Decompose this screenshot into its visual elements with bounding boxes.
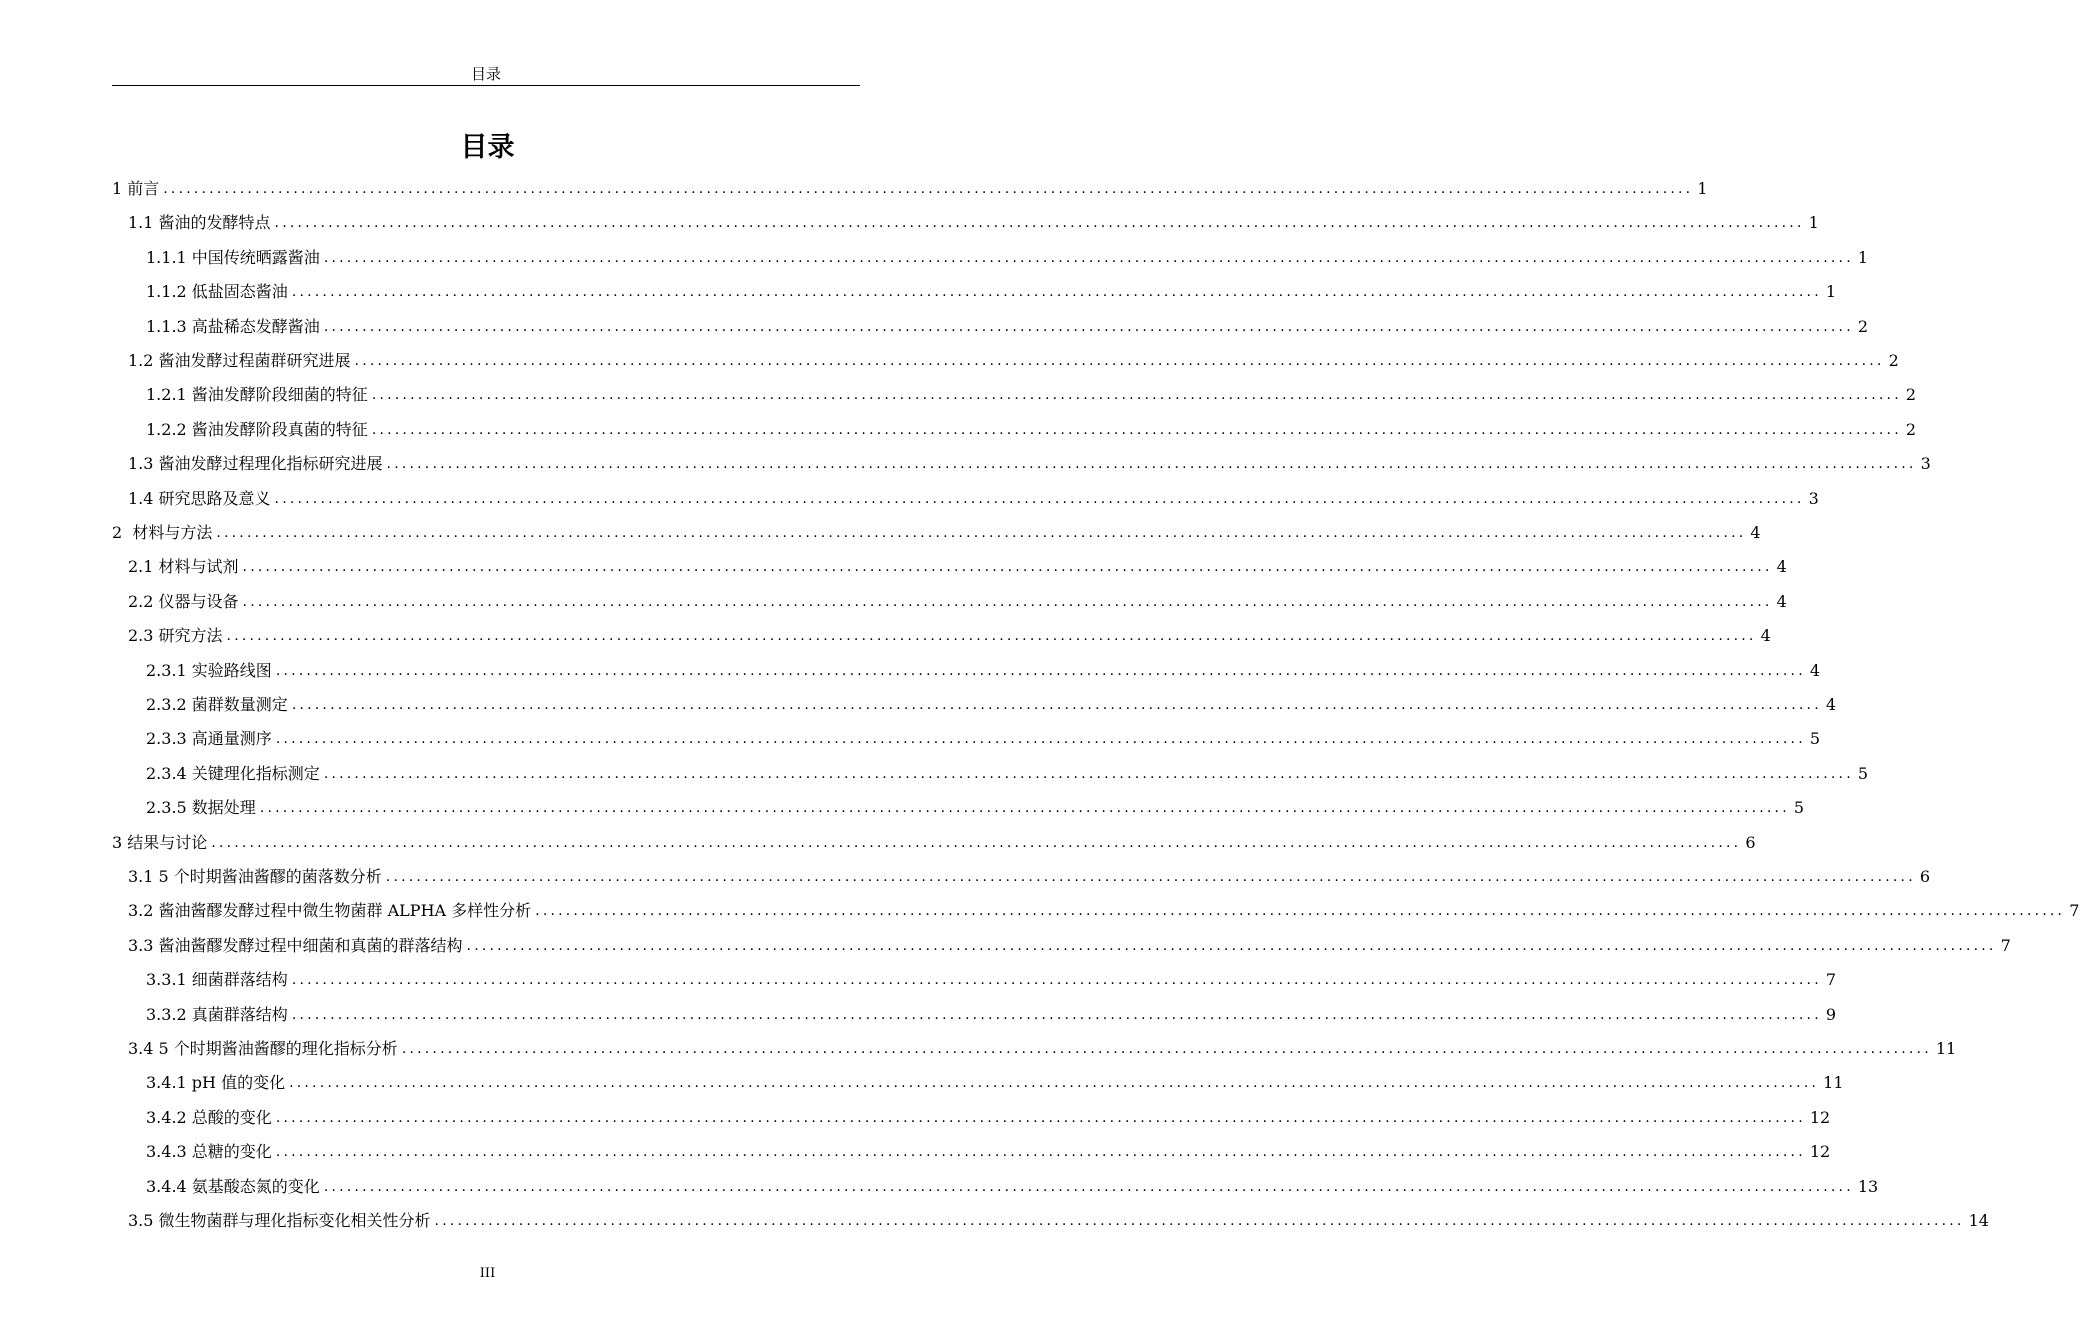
- toc-entry-page: 7: [2000, 935, 2011, 955]
- toc-dot-leader: ........................................................................................................................................................................................................: [211, 834, 1742, 851]
- toc-entry-page: 3: [1920, 454, 1931, 474]
- toc-dot-leader: ........................................................................................................................................................................................................: [401, 1041, 1932, 1057]
- toc-entry-label: 2.3.2 菌群数量测定: [146, 695, 292, 715]
- toc-entry-page: 1: [1857, 247, 1869, 267]
- toc-entry[interactable]: [128, 485, 1819, 509]
- toc-entry[interactable]: [146, 1173, 1879, 1197]
- page-title: 目录: [460, 132, 515, 163]
- running-header: 目录: [470, 65, 501, 83]
- toc-dot-leader: ........................................................................................................................................................................................................: [242, 559, 1773, 576]
- toc-entry[interactable]: [146, 1001, 1837, 1025]
- toc-entry-label: 3.3 酱油酱醪发酵过程中细菌和真菌的群落结构: [128, 936, 467, 956]
- toc-entry[interactable]: [128, 897, 2079, 921]
- toc-entry[interactable]: [128, 622, 1771, 646]
- toc-entry[interactable]: [146, 1138, 1831, 1162]
- toc-entry-page: 7: [1825, 970, 1837, 990]
- toc-entry-label: 1.4 研究思路及意义: [128, 489, 275, 509]
- toc-entry-label: 2.3 研究方法: [128, 626, 227, 646]
- toc-entry[interactable]: [128, 347, 1899, 371]
- toc-entry-page: 6: [1919, 867, 1931, 886]
- toc-dot-leader: ........................................................................................................................................................................................................: [274, 490, 1805, 507]
- toc-entry-page: 1: [1825, 282, 1837, 302]
- toc-entry-label: 1.2.1 酱油发酵阶段细菌的特征: [146, 385, 372, 405]
- toc-entry-page: 13: [1857, 1176, 1879, 1196]
- toc-entry-page: 6: [1745, 832, 1756, 852]
- toc-entry[interactable]: [128, 450, 1931, 474]
- toc-entry-label: 1.1.3 高盐稀态发酵酱油: [146, 317, 324, 337]
- toc-entry-page: 4: [1776, 591, 1787, 611]
- toc-dot-leader: ........................................................................................................................................................................................................: [371, 387, 1902, 404]
- toc-entry-label: 2.3.4 关键理化指标测定: [146, 764, 324, 784]
- toc-dot-leader: ........................................................................................................................................................................................................: [466, 937, 1997, 954]
- toc-entry[interactable]: [146, 691, 1837, 715]
- toc-entry-page: 4: [1776, 557, 1787, 577]
- toc-entry[interactable]: [146, 381, 1917, 405]
- toc-entry-label: 1.2.2 酱油发酵阶段真菌的特征: [146, 420, 372, 440]
- toc-dot-leader: ........................................................................................................................................................................................................: [291, 972, 1822, 989]
- toc-entry-page: 2: [1905, 385, 1917, 405]
- toc-entry-label: 3.4.4 氨基酸态氮的变化: [146, 1177, 324, 1197]
- toc-entry[interactable]: [112, 175, 1708, 199]
- toc-dot-leader: ........................................................................................................................................................................................................: [274, 215, 1805, 232]
- toc-dot-leader: ........................................................................................................................................................................................................: [434, 1213, 1965, 1229]
- toc-dot-leader: ........................................................................................................................................................................................................: [216, 525, 1747, 541]
- toc-entry-label: 3.4.3 总糖的变化: [146, 1142, 276, 1162]
- toc-entry[interactable]: [146, 416, 1917, 440]
- toc-entry[interactable]: [128, 588, 1787, 612]
- toc-entry[interactable]: [146, 657, 1821, 681]
- toc-entry-label: 1.1 酱油的发酵特点: [128, 213, 275, 233]
- toc-entry-label: 3.3.2 真菌群落结构: [146, 1005, 292, 1025]
- toc-entry-label: 1.3 酱油发酵过程理化指标研究进展: [128, 454, 387, 474]
- toc-entry-page: 3: [1808, 488, 1819, 508]
- toc-entry-label: 2.1 材料与试剂: [128, 557, 243, 577]
- toc-dot-leader: ........................................................................................................................................................................................................: [242, 593, 1773, 610]
- toc-entry-label: 1.1.1 中国传统晒露酱油: [146, 248, 324, 268]
- toc-entry[interactable]: [146, 966, 1837, 990]
- toc-entry-label: 3.4.1 pH 值的变化: [146, 1073, 289, 1093]
- toc-entry[interactable]: [112, 519, 1761, 543]
- toc-dot-leader: ........................................................................................................................................................................................................: [291, 697, 1822, 713]
- toc-entry-label: 2.3.5 数据处理: [146, 798, 260, 818]
- toc-entry-label: 3.4.2 总酸的变化: [146, 1108, 276, 1128]
- toc-entry-page: 7: [2069, 901, 2079, 921]
- toc-entry-page: 5: [1793, 798, 1805, 818]
- toc-entry-label: 3.5 微生物菌群与理化指标变化相关性分析: [128, 1211, 435, 1231]
- toc-dot-leader: ........................................................................................................................................................................................................: [323, 765, 1854, 782]
- toc-entry-page: 11: [1935, 1039, 1957, 1058]
- toc-entry-label: 1.1.2 低盐固态酱油: [146, 282, 292, 302]
- toc-entry-page: 2: [1857, 316, 1869, 336]
- toc-entry-label: 3.3.1 细菌群落结构: [146, 970, 292, 990]
- toc-entry-page: 5: [1809, 729, 1821, 749]
- toc-entry[interactable]: [146, 794, 1805, 818]
- toc-entry[interactable]: [146, 244, 1869, 268]
- footer-page-number: III: [479, 1266, 496, 1281]
- toc-dot-leader: ........................................................................................................................................................................................................: [163, 181, 1694, 197]
- toc-entry-page: 4: [1825, 695, 1837, 714]
- toc-entry-page: 11: [1823, 1073, 1844, 1093]
- toc-dot-leader: ........................................................................................................................................................................................................: [275, 662, 1806, 679]
- toc-dot-leader: ........................................................................................................................................................................................................: [291, 1006, 1822, 1023]
- toc-entry-label: 2 材料与方法: [112, 523, 216, 543]
- toc-dot-leader: ........................................................................................................................................................................................................: [323, 1178, 1854, 1195]
- toc-entry-label: 3.4 5 个时期酱油酱醪的理化指标分析: [128, 1039, 402, 1059]
- toc-entry-label: 2.2 仪器与设备: [128, 592, 243, 612]
- toc-entry[interactable]: [128, 863, 1931, 887]
- toc-entry-page: 14: [1968, 1211, 1989, 1230]
- toc-entry[interactable]: [128, 1035, 1957, 1059]
- toc-entry[interactable]: [128, 553, 1787, 577]
- toc-entry-page: 4: [1809, 660, 1821, 680]
- toc-entry-page: 1: [1808, 213, 1819, 233]
- toc-dot-leader: ........................................................................................................................................................................................................: [535, 903, 2066, 920]
- toc-dot-leader: ........................................................................................................................................................................................................: [259, 800, 1790, 817]
- toc-dot-leader: ........................................................................................................................................................................................................: [354, 353, 1885, 369]
- toc-entry-label: 1.2 酱油发酵过程菌群研究进展: [128, 351, 355, 371]
- toc-entry-page: 4: [1750, 523, 1761, 542]
- toc-entry-page: 4: [1760, 626, 1771, 646]
- toc-dot-leader: ........................................................................................................................................................................................................: [291, 284, 1822, 301]
- toc-dot-leader: ........................................................................................................................................................................................................: [289, 1075, 1820, 1092]
- toc-entry-page: 1: [1697, 179, 1708, 198]
- toc-entry[interactable]: [146, 278, 1837, 302]
- toc-entry-label: 1 前言: [112, 179, 163, 199]
- toc-dot-leader: ........................................................................................................................................................................................................: [275, 1109, 1806, 1126]
- toc-entry-label: 3.1 5 个时期酱油酱醪的菌落数分析: [128, 867, 386, 887]
- toc-entry-page: 5: [1857, 763, 1869, 783]
- toc-entry-label: 3.2 酱油酱醪发酵过程中微生物菌群 ALPHA 多样性分析: [128, 901, 535, 921]
- toc-dot-leader: ........................................................................................................................................................................................................: [385, 869, 1916, 885]
- toc-entry-page: 9: [1825, 1004, 1837, 1024]
- toc-entry-page: 12: [1809, 1142, 1831, 1162]
- toc-entry[interactable]: [128, 1207, 1989, 1231]
- toc-dot-leader: ........................................................................................................................................................................................................: [226, 628, 1757, 645]
- toc-entry[interactable]: [146, 313, 1869, 337]
- toc-entry-page: 2: [1905, 419, 1917, 439]
- header-rule: [112, 85, 860, 86]
- toc-entry-label: 2.3.3 高通量测序: [146, 729, 276, 749]
- toc-dot-leader: ........................................................................................................................................................................................................: [323, 249, 1854, 266]
- toc-entry-label: 3 结果与讨论: [112, 833, 211, 853]
- toc-entry[interactable]: [146, 1104, 1831, 1128]
- toc-entry[interactable]: [128, 932, 2011, 956]
- toc-entry[interactable]: [146, 760, 1869, 784]
- toc-entry-page: 12: [1809, 1107, 1831, 1127]
- toc-entry[interactable]: [146, 1069, 1844, 1093]
- toc-entry-page: 2: [1888, 351, 1899, 370]
- toc-dot-leader: ........................................................................................................................................................................................................: [371, 421, 1902, 438]
- toc-entry-label: 2.3.1 实验路线图: [146, 661, 276, 681]
- toc-entry[interactable]: [128, 209, 1819, 233]
- toc-entry[interactable]: [112, 829, 1756, 853]
- toc-dot-leader: ........................................................................................................................................................................................................: [386, 456, 1917, 473]
- toc-dot-leader: ........................................................................................................................................................................................................: [323, 318, 1854, 335]
- toc-dot-leader: ........................................................................................................................................................................................................: [275, 731, 1806, 748]
- toc-dot-leader: ........................................................................................................................................................................................................: [275, 1144, 1806, 1161]
- toc-entry[interactable]: [146, 725, 1821, 749]
